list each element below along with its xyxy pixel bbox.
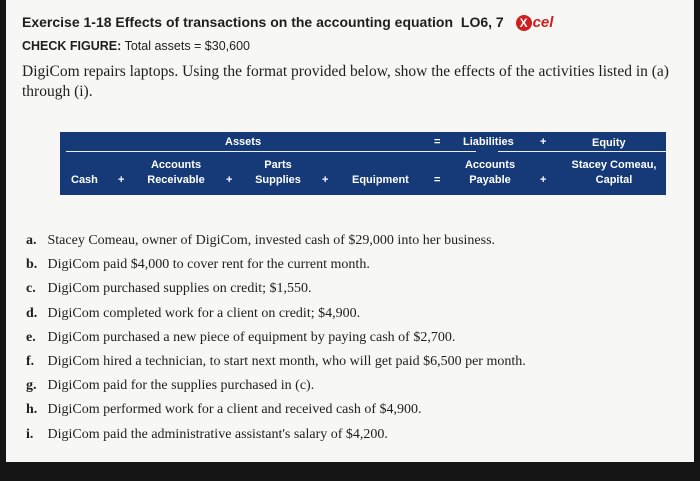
equity-header: Equity <box>592 137 626 149</box>
plus-sign-1: + <box>118 174 125 186</box>
exercise-instructions: DigiCom repairs laptops. Using the format provided below, show the effects of the activities listed in (a) through (i). <box>22 63 669 100</box>
list-item: c. DigiCom purchased supplies on credit; $1,550. <box>26 281 312 297</box>
owner-capital-line2: Capital <box>595 174 633 186</box>
exercise-heading <box>22 14 553 31</box>
equals-sign-bottom: = <box>434 174 441 186</box>
learning-objectives: LO6, 7 <box>460 14 504 30</box>
plus-sign-2: + <box>226 174 233 186</box>
accounts-receivable-line1: Accounts <box>150 159 202 171</box>
owner-capital-line1: Stacey Comeau, <box>571 159 657 171</box>
plus-sign-3: + <box>322 174 329 186</box>
cash-column: Cash <box>71 174 98 186</box>
accounts-payable-line2: Payable <box>469 174 511 186</box>
list-item: e. DigiCom purchased a new piece of equipment by paying cash of $2,700. <box>26 329 456 345</box>
textbook-page <box>6 0 694 462</box>
excel-logo-text: cel <box>532 14 554 31</box>
equipment-column: Equipment <box>352 174 409 186</box>
assets-header: Assets <box>225 136 262 148</box>
accounts-payable-line1: Accounts <box>464 159 516 171</box>
liabilities-equity-underline <box>498 151 666 152</box>
list-item: g. DigiCom paid for the supplies purchased in (c). <box>26 378 315 394</box>
list-item: i. DigiCom paid the administrative assistant's salary of $4,200. <box>26 426 388 442</box>
list-item: b. DigiCom paid $4,000 to cover rent for the current month. <box>26 257 370 273</box>
excel-logo <box>516 14 554 31</box>
list-item: f. DigiCom hired a technician, to start next month, who will get paid $6,500 per month. <box>26 353 526 369</box>
check-figure-value: Total assets = $30,600 <box>124 39 250 53</box>
plus-sign-top: + <box>540 136 547 148</box>
excel-x-icon: X <box>516 15 532 31</box>
list-item: h. DigiCom performed work for a client and received cash of $4,900. <box>26 402 422 418</box>
exercise-title: Exercise 1-18 Effects of transactions on the accounting equation <box>22 14 453 30</box>
check-figure <box>22 39 250 53</box>
equals-sign-top: = <box>434 136 441 148</box>
assets-underline <box>66 151 476 152</box>
accounts-receivable-line2: Receivable <box>147 174 205 186</box>
parts-supplies-line2: Supplies <box>255 174 301 186</box>
liabilities-header: Liabilities <box>463 136 514 148</box>
plus-sign-4: + <box>540 174 547 186</box>
check-figure-label: CHECK FIGURE: <box>22 39 122 53</box>
list-item: a. Stacey Comeau, owner of DigiCom, invested cash of $29,000 into her business. <box>26 233 496 248</box>
accounting-equation-table <box>60 132 666 195</box>
list-item: d. DigiCom completed work for a client on credit; $4,900. <box>26 305 361 321</box>
parts-supplies-line1: Parts <box>264 159 292 171</box>
activity-list <box>26 229 686 447</box>
